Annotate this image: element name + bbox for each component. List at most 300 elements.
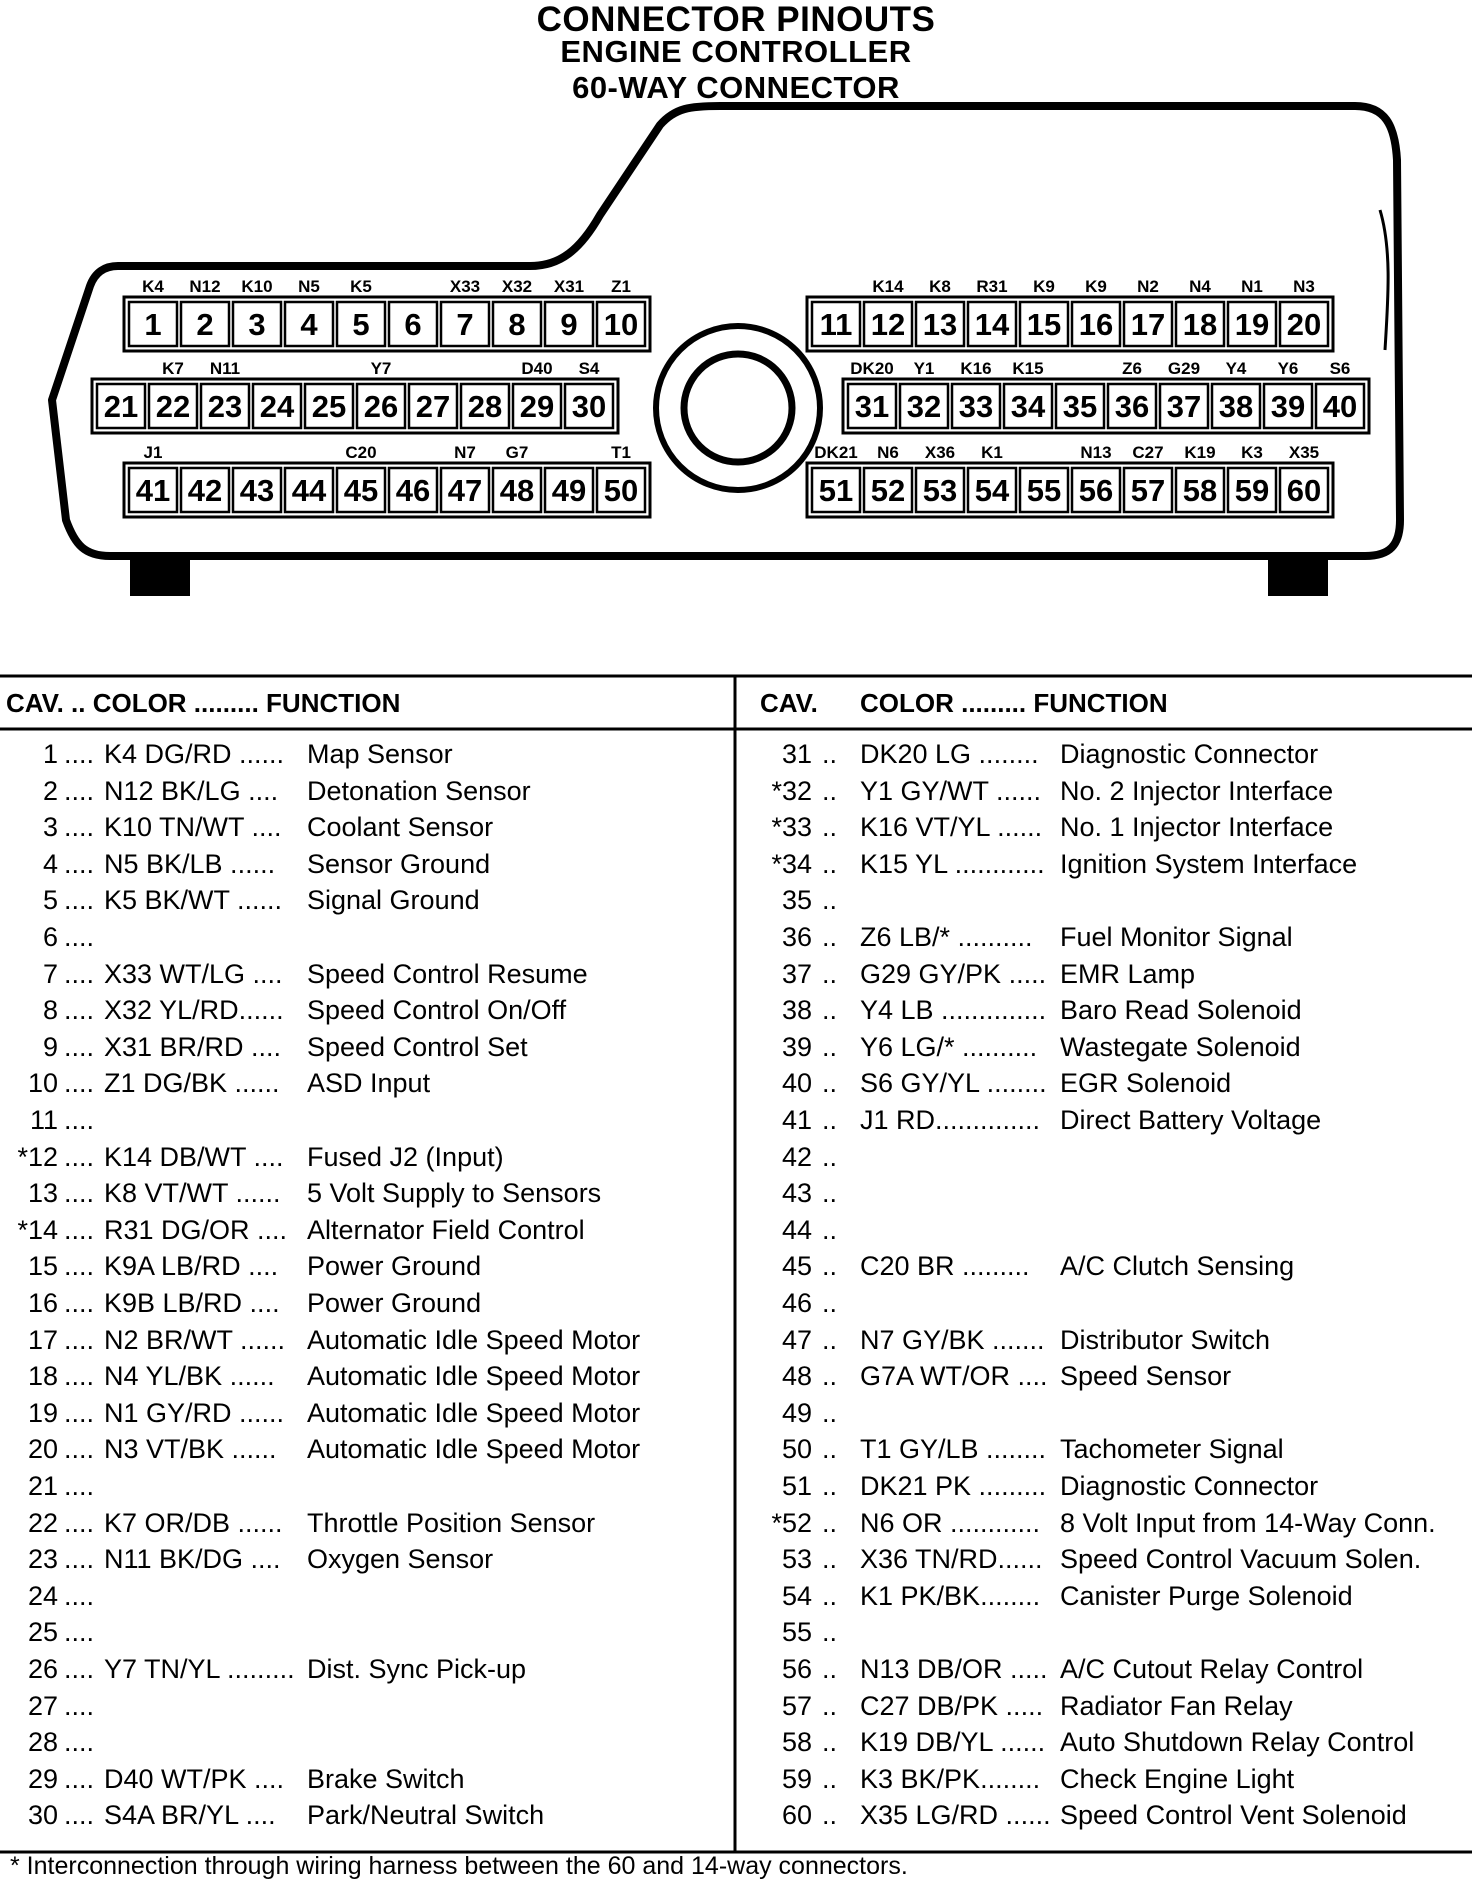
pin-function: Dist. Sync Pick-up bbox=[307, 1654, 527, 1684]
leader-dots: .. bbox=[822, 1654, 838, 1684]
pin-number-52: 52 bbox=[870, 473, 906, 508]
wire-color: K8 VT/WT ...... bbox=[104, 1178, 281, 1208]
cav-number: 16 bbox=[27, 1288, 58, 1318]
pin-function: Automatic Idle Speed Motor bbox=[307, 1361, 641, 1391]
pin-label-8: X32 bbox=[501, 277, 533, 296]
cav-number: *14 bbox=[17, 1215, 58, 1245]
pin-label-3: K10 bbox=[241, 277, 273, 296]
pin-number-2: 2 bbox=[196, 307, 214, 342]
cav-number: 13 bbox=[27, 1178, 58, 1208]
cav-number: 27 bbox=[27, 1691, 58, 1721]
table-header-right-rest: COLOR ......... FUNCTION bbox=[860, 688, 1168, 718]
pin-label-39: Y6 bbox=[1277, 359, 1299, 378]
leader-dots: .... bbox=[64, 1691, 95, 1721]
leader-dots: .. bbox=[822, 739, 838, 769]
cav-number: 11 bbox=[29, 1105, 58, 1135]
leader-dots: .. bbox=[822, 1288, 838, 1318]
wire-color: Y4 LB .............. bbox=[860, 995, 1047, 1025]
wire-color: K1 PK/BK........ bbox=[860, 1581, 1041, 1611]
cav-number: 24 bbox=[27, 1581, 58, 1611]
leader-dots: .... bbox=[64, 1398, 95, 1428]
cav-number: *34 bbox=[771, 849, 812, 879]
leader-dots: .... bbox=[64, 995, 95, 1025]
pin-function: Power Ground bbox=[307, 1288, 482, 1318]
pin-label-4: N5 bbox=[298, 277, 320, 296]
pin-function: Alternator Field Control bbox=[307, 1215, 585, 1245]
leader-dots: .. bbox=[822, 1251, 838, 1281]
pin-function: 5 Volt Supply to Sensors bbox=[307, 1178, 602, 1208]
leader-dots: .. bbox=[822, 1398, 838, 1428]
leader-dots: .. bbox=[822, 1471, 838, 1501]
pin-function: Automatic Idle Speed Motor bbox=[307, 1434, 641, 1464]
wire-color: K16 VT/YL ...... bbox=[860, 812, 1043, 842]
wire-color: X32 YL/RD...... bbox=[104, 995, 284, 1025]
pin-number-36: 36 bbox=[1114, 389, 1150, 424]
table-header-right-cav: CAV. bbox=[760, 688, 818, 718]
cav-number: 58 bbox=[781, 1727, 812, 1757]
cav-number: 54 bbox=[781, 1581, 812, 1611]
pin-number-34: 34 bbox=[1010, 389, 1046, 424]
pin-function: Speed Control On/Off bbox=[307, 995, 567, 1025]
pin-function: Throttle Position Sensor bbox=[307, 1508, 596, 1538]
cav-number: 2 bbox=[42, 776, 58, 806]
cav-number: 1 bbox=[42, 739, 58, 769]
pin-function: Baro Read Solenoid bbox=[1060, 995, 1302, 1025]
wire-color: Y6 LG/* .......... bbox=[860, 1032, 1038, 1062]
cav-number: 44 bbox=[781, 1215, 812, 1245]
pin-label-13: K8 bbox=[929, 277, 951, 296]
pin-number-4: 4 bbox=[300, 307, 318, 342]
cav-number: 22 bbox=[27, 1508, 58, 1538]
pin-number-50: 50 bbox=[603, 473, 639, 508]
pin-label-32: Y1 bbox=[913, 359, 935, 378]
pin-number-48: 48 bbox=[499, 473, 535, 508]
cav-number: 25 bbox=[27, 1617, 58, 1647]
leader-dots: .... bbox=[64, 849, 95, 879]
cav-number: 41 bbox=[781, 1105, 812, 1135]
pin-number-10: 10 bbox=[603, 307, 639, 342]
leader-dots: .... bbox=[64, 1727, 95, 1757]
pin-function: Speed Control Set bbox=[307, 1032, 528, 1062]
cav-number: 37 bbox=[781, 959, 812, 989]
wire-color: K10 TN/WT .... bbox=[104, 812, 282, 842]
pin-label-17: N2 bbox=[1137, 277, 1159, 296]
leader-dots: .... bbox=[64, 1032, 95, 1062]
leader-dots: .. bbox=[822, 1764, 838, 1794]
cav-number: 18 bbox=[27, 1361, 58, 1391]
pin-number-53: 53 bbox=[922, 473, 958, 508]
cav-number: 10 bbox=[27, 1068, 58, 1098]
connector-key-inner bbox=[684, 354, 792, 462]
cav-number: 23 bbox=[27, 1544, 58, 1574]
pin-function: EGR Solenoid bbox=[1060, 1068, 1232, 1098]
leader-dots: .... bbox=[64, 1800, 95, 1830]
pin-function: Speed Control Vacuum Solen. bbox=[1060, 1544, 1422, 1574]
wire-color: Z6 LB/* .......... bbox=[860, 922, 1033, 952]
pin-function: Park/Neutral Switch bbox=[307, 1800, 545, 1830]
wire-color: X35 LG/RD ...... bbox=[860, 1800, 1051, 1830]
wire-color: K9B LB/RD .... bbox=[104, 1288, 280, 1318]
wire-color: G29 GY/PK ..... bbox=[860, 959, 1047, 989]
pin-number-22: 22 bbox=[155, 389, 191, 424]
wire-color: G7A WT/OR .... bbox=[860, 1361, 1048, 1391]
pin-number-37: 37 bbox=[1166, 389, 1202, 424]
cav-number: 28 bbox=[27, 1727, 58, 1757]
pin-number-9: 9 bbox=[560, 307, 578, 342]
leader-dots: .... bbox=[64, 1581, 95, 1611]
leader-dots: .. bbox=[822, 1178, 838, 1208]
pin-number-54: 54 bbox=[974, 473, 1010, 508]
pin-number-32: 32 bbox=[906, 389, 942, 424]
cav-number: 7 bbox=[42, 959, 58, 989]
pin-label-51: DK21 bbox=[814, 443, 858, 462]
pin-function: Detonation Sensor bbox=[307, 776, 531, 806]
leader-dots: .. bbox=[822, 849, 838, 879]
leader-dots: .... bbox=[64, 1654, 95, 1684]
pin-number-21: 21 bbox=[103, 389, 139, 424]
pin-function: EMR Lamp bbox=[1060, 959, 1196, 989]
pin-function: Speed Sensor bbox=[1060, 1361, 1232, 1391]
leader-dots: .. bbox=[822, 1727, 838, 1757]
wire-color: K15 YL ............ bbox=[860, 849, 1045, 879]
pin-label-50: T1 bbox=[611, 443, 631, 462]
cav-number: 56 bbox=[781, 1654, 812, 1684]
leader-dots: .... bbox=[64, 776, 95, 806]
pin-function: Distributor Switch bbox=[1060, 1325, 1271, 1355]
wire-color: J1 RD.............. bbox=[860, 1105, 1041, 1135]
pin-label-30: S4 bbox=[578, 359, 600, 378]
cav-number: 38 bbox=[781, 995, 812, 1025]
pin-function: Speed Control Vent Solenoid bbox=[1060, 1800, 1407, 1830]
pin-number-42: 42 bbox=[187, 473, 223, 508]
pin-number-44: 44 bbox=[291, 473, 327, 508]
pin-label-29: D40 bbox=[521, 359, 553, 378]
leader-dots: .... bbox=[64, 812, 95, 842]
pin-label-40: S6 bbox=[1329, 359, 1351, 378]
pin-number-46: 46 bbox=[395, 473, 431, 508]
pin-function: Automatic Idle Speed Motor bbox=[307, 1325, 641, 1355]
leader-dots: .... bbox=[64, 1068, 95, 1098]
wire-color: K4 DG/RD ...... bbox=[104, 739, 285, 769]
pin-function: No. 2 Injector Interface bbox=[1060, 776, 1334, 806]
pin-number-25: 25 bbox=[311, 389, 347, 424]
wire-color: K19 DB/YL ...... bbox=[860, 1727, 1046, 1757]
pin-label-20: N3 bbox=[1293, 277, 1315, 296]
pin-function: Fused J2 (Input) bbox=[307, 1142, 504, 1172]
leader-dots: .... bbox=[64, 1105, 95, 1135]
wire-color: K5 BK/WT ...... bbox=[104, 885, 283, 915]
pin-label-9: X31 bbox=[553, 277, 585, 296]
pin-number-17: 17 bbox=[1130, 307, 1166, 342]
leader-dots: .. bbox=[822, 1617, 838, 1647]
pin-label-54: K1 bbox=[981, 443, 1003, 462]
pin-label-14: R31 bbox=[976, 277, 1008, 296]
pin-number-13: 13 bbox=[922, 307, 958, 342]
cav-number: 49 bbox=[781, 1398, 812, 1428]
pin-number-33: 33 bbox=[958, 389, 994, 424]
pin-function: Canister Purge Solenoid bbox=[1060, 1581, 1353, 1611]
leader-dots: .... bbox=[64, 1178, 95, 1208]
pin-label-2: N12 bbox=[189, 277, 221, 296]
connector-foot-left bbox=[130, 556, 190, 596]
leader-dots: .... bbox=[64, 1361, 95, 1391]
pin-number-26: 26 bbox=[363, 389, 399, 424]
cav-number: 6 bbox=[42, 922, 58, 952]
pin-number-15: 15 bbox=[1026, 307, 1062, 342]
pin-number-39: 39 bbox=[1270, 389, 1306, 424]
cav-number: 55 bbox=[781, 1617, 812, 1647]
pin-number-11: 11 bbox=[819, 307, 853, 342]
leader-dots: .. bbox=[822, 1800, 838, 1830]
leader-dots: .... bbox=[64, 1325, 95, 1355]
pin-number-30: 30 bbox=[571, 389, 607, 424]
cav-number: 36 bbox=[781, 922, 812, 952]
pin-label-33: K16 bbox=[960, 359, 992, 378]
pin-number-59: 59 bbox=[1234, 473, 1270, 508]
cav-number: 35 bbox=[781, 885, 812, 915]
leader-dots: .... bbox=[64, 922, 95, 952]
pin-function: Wastegate Solenoid bbox=[1060, 1032, 1301, 1062]
wire-color: T1 GY/LB ........ bbox=[860, 1434, 1047, 1464]
wire-color: K14 DB/WT .... bbox=[104, 1142, 284, 1172]
pin-function: Fuel Monitor Signal bbox=[1060, 922, 1293, 952]
pin-function: Oxygen Sensor bbox=[307, 1544, 494, 1574]
cav-number: 40 bbox=[781, 1068, 812, 1098]
pin-label-10: Z1 bbox=[611, 277, 631, 296]
wire-color: N4 YL/BK ...... bbox=[104, 1361, 275, 1391]
pin-label-1: K4 bbox=[142, 277, 164, 296]
pin-label-37: G29 bbox=[1167, 359, 1201, 378]
cav-number: 5 bbox=[42, 885, 58, 915]
pin-number-8: 8 bbox=[508, 307, 526, 342]
wire-color: S6 GY/YL ........ bbox=[860, 1068, 1047, 1098]
pin-number-14: 14 bbox=[974, 307, 1010, 342]
cav-number: 60 bbox=[781, 1800, 812, 1830]
leader-dots: .. bbox=[822, 885, 838, 915]
pin-label-15: K9 bbox=[1033, 277, 1055, 296]
pin-function: Ignition System Interface bbox=[1060, 849, 1358, 879]
cav-number: 4 bbox=[42, 849, 58, 879]
cav-number: *52 bbox=[771, 1508, 812, 1538]
pin-function: Sensor Ground bbox=[307, 849, 491, 879]
leader-dots: .. bbox=[822, 1032, 838, 1062]
leader-dots: .. bbox=[822, 1142, 838, 1172]
leader-dots: .. bbox=[822, 1325, 838, 1355]
pin-label-18: N4 bbox=[1189, 277, 1211, 296]
leader-dots: .... bbox=[64, 1288, 95, 1318]
pin-number-51: 51 bbox=[818, 473, 854, 508]
leader-dots: .. bbox=[822, 1544, 838, 1574]
cav-number: 8 bbox=[42, 995, 58, 1025]
leader-dots: .. bbox=[822, 959, 838, 989]
footnote: * Interconnection through wiring harness between the 60 and 14-way connectors. bbox=[10, 1852, 908, 1880]
pin-label-23: N11 bbox=[209, 359, 241, 378]
wire-color: X31 BR/RD .... bbox=[104, 1032, 282, 1062]
pin-number-45: 45 bbox=[343, 473, 379, 508]
leader-dots: .... bbox=[64, 1617, 95, 1647]
pin-number-57: 57 bbox=[1130, 473, 1166, 508]
cav-number: *32 bbox=[771, 776, 812, 806]
pin-function: A/C Clutch Sensing bbox=[1060, 1251, 1295, 1281]
pin-label-48: G7 bbox=[505, 443, 529, 462]
wire-color: K9A LB/RD .... bbox=[104, 1251, 279, 1281]
leader-dots: .. bbox=[822, 1691, 838, 1721]
cav-number: 59 bbox=[781, 1764, 812, 1794]
pin-label-38: Y4 bbox=[1225, 359, 1247, 378]
pin-function: Coolant Sensor bbox=[307, 812, 494, 842]
pin-function: Speed Control Resume bbox=[307, 959, 588, 989]
pin-number-12: 12 bbox=[870, 307, 906, 342]
pin-label-34: K15 bbox=[1012, 359, 1044, 378]
pin-number-40: 40 bbox=[1322, 389, 1358, 424]
leader-dots: .. bbox=[822, 1361, 838, 1391]
wire-color: Z1 DG/BK ...... bbox=[104, 1068, 280, 1098]
wire-color: N7 GY/BK ....... bbox=[860, 1325, 1045, 1355]
wire-color: C27 DB/PK ..... bbox=[860, 1691, 1044, 1721]
pin-number-7: 7 bbox=[456, 307, 474, 342]
wire-color: N1 GY/RD ...... bbox=[104, 1398, 285, 1428]
cav-number: 53 bbox=[781, 1544, 812, 1574]
pin-number-55: 55 bbox=[1026, 473, 1062, 508]
pin-label-56: N13 bbox=[1080, 443, 1112, 462]
pin-label-36: Z6 bbox=[1122, 359, 1142, 378]
cav-number: 42 bbox=[781, 1142, 812, 1172]
connector-housing-inner-line bbox=[1380, 210, 1388, 350]
leader-dots: .... bbox=[64, 1215, 95, 1245]
wire-color: DK20 LG ........ bbox=[860, 739, 1039, 769]
pin-label-5: K5 bbox=[350, 277, 372, 296]
leader-dots: .... bbox=[64, 1142, 95, 1172]
pin-function: No. 1 Injector Interface bbox=[1060, 812, 1334, 842]
pin-label-45: C20 bbox=[345, 443, 377, 462]
leader-dots: .. bbox=[822, 1508, 838, 1538]
wire-color: N11 BK/DG .... bbox=[104, 1544, 281, 1574]
leader-dots: .... bbox=[64, 1508, 95, 1538]
leader-dots: .. bbox=[822, 1581, 838, 1611]
leader-dots: .... bbox=[64, 885, 95, 915]
leader-dots: .. bbox=[822, 1068, 838, 1098]
cav-number: *33 bbox=[771, 812, 812, 842]
wire-color: Y7 TN/YL ......... bbox=[104, 1654, 295, 1684]
pin-number-28: 28 bbox=[467, 389, 503, 424]
leader-dots: .... bbox=[64, 739, 95, 769]
cav-number: 29 bbox=[27, 1764, 58, 1794]
cav-number: 30 bbox=[27, 1800, 58, 1830]
pin-function: Map Sensor bbox=[307, 739, 453, 769]
pin-function: Automatic Idle Speed Motor bbox=[307, 1398, 641, 1428]
pin-label-41: J1 bbox=[143, 443, 163, 462]
cav-number: 57 bbox=[781, 1691, 812, 1721]
pin-function: 8 Volt Input from 14-Way Conn. bbox=[1060, 1508, 1436, 1538]
leader-dots: .... bbox=[64, 1471, 95, 1501]
leader-dots: .. bbox=[822, 1215, 838, 1245]
page-title: CONNECTOR PINOUTS bbox=[536, 0, 936, 39]
cav-number: 20 bbox=[27, 1434, 58, 1464]
pin-number-1: 1 bbox=[144, 307, 162, 342]
cav-number: 19 bbox=[27, 1398, 58, 1428]
cav-number: 26 bbox=[27, 1654, 58, 1684]
pin-label-53: X36 bbox=[924, 443, 956, 462]
pin-label-59: K3 bbox=[1241, 443, 1263, 462]
wire-color: X36 TN/RD...... bbox=[860, 1544, 1043, 1574]
leader-dots: .... bbox=[64, 1764, 95, 1794]
leader-dots: .. bbox=[822, 995, 838, 1025]
pin-label-57: C27 bbox=[1132, 443, 1164, 462]
wire-color: N3 VT/BK ...... bbox=[104, 1434, 277, 1464]
pin-label-19: N1 bbox=[1241, 277, 1263, 296]
pin-number-47: 47 bbox=[447, 473, 483, 508]
pin-function: Auto Shutdown Relay Control bbox=[1060, 1727, 1415, 1757]
pin-number-38: 38 bbox=[1218, 389, 1254, 424]
pin-number-24: 24 bbox=[259, 389, 295, 424]
pin-number-16: 16 bbox=[1078, 307, 1114, 342]
cav-number: 15 bbox=[27, 1251, 58, 1281]
leader-dots: .. bbox=[822, 1105, 838, 1135]
pin-number-29: 29 bbox=[519, 389, 555, 424]
leader-dots: .... bbox=[64, 1251, 95, 1281]
pin-function: Radiator Fan Relay bbox=[1060, 1691, 1293, 1721]
leader-dots: .... bbox=[64, 1544, 95, 1574]
cav-number: 31 bbox=[781, 739, 812, 769]
leader-dots: .. bbox=[822, 776, 838, 806]
wire-color: X33 WT/LG .... bbox=[104, 959, 283, 989]
pin-label-31: DK20 bbox=[850, 359, 894, 378]
cav-number: 9 bbox=[42, 1032, 58, 1062]
wire-color: R31 DG/OR .... bbox=[104, 1215, 288, 1245]
wire-color: N13 DB/OR ..... bbox=[860, 1654, 1048, 1684]
pin-number-31: 31 bbox=[854, 389, 890, 424]
pin-number-56: 56 bbox=[1078, 473, 1114, 508]
pin-number-20: 20 bbox=[1286, 307, 1322, 342]
wire-color: K3 BK/PK........ bbox=[860, 1764, 1041, 1794]
pin-function: Direct Battery Voltage bbox=[1060, 1105, 1322, 1135]
wire-color: N5 BK/LB ...... bbox=[104, 849, 276, 879]
leader-dots: .. bbox=[822, 812, 838, 842]
pin-label-12: K14 bbox=[872, 277, 904, 296]
wire-color: Y1 GY/WT ...... bbox=[860, 776, 1042, 806]
wire-color: D40 WT/PK .... bbox=[104, 1764, 285, 1794]
pin-function: Power Ground bbox=[307, 1251, 482, 1281]
cav-number: 48 bbox=[781, 1361, 812, 1391]
connector-foot-right bbox=[1268, 556, 1328, 596]
pin-number-49: 49 bbox=[551, 473, 587, 508]
pin-function: Diagnostic Connector bbox=[1060, 739, 1319, 769]
pin-number-18: 18 bbox=[1182, 307, 1218, 342]
page-subtitle-engine-controller: ENGINE CONTROLLER bbox=[560, 34, 912, 69]
cav-number: 39 bbox=[781, 1032, 812, 1062]
page-subtitle-connector-type: 60-WAY CONNECTOR bbox=[572, 70, 900, 105]
pin-number-60: 60 bbox=[1286, 473, 1322, 508]
pin-number-58: 58 bbox=[1182, 473, 1218, 508]
pin-label-16: K9 bbox=[1085, 277, 1107, 296]
cav-number: 47 bbox=[781, 1325, 812, 1355]
pin-label-60: X35 bbox=[1288, 443, 1320, 462]
leader-dots: .... bbox=[64, 959, 95, 989]
pin-label-58: K19 bbox=[1184, 443, 1216, 462]
leader-dots: .. bbox=[822, 1434, 838, 1464]
cav-number: 21 bbox=[27, 1471, 58, 1501]
pin-number-23: 23 bbox=[207, 389, 243, 424]
pin-function: Brake Switch bbox=[307, 1764, 465, 1794]
pin-function: ASD Input bbox=[307, 1068, 431, 1098]
pin-label-22: K7 bbox=[162, 359, 184, 378]
cav-number: *12 bbox=[17, 1142, 58, 1172]
pin-number-3: 3 bbox=[248, 307, 266, 342]
wire-color: C20 BR ......... bbox=[860, 1251, 1030, 1281]
pin-label-7: X33 bbox=[449, 277, 481, 296]
pin-number-35: 35 bbox=[1062, 389, 1098, 424]
pin-number-41: 41 bbox=[135, 473, 171, 508]
